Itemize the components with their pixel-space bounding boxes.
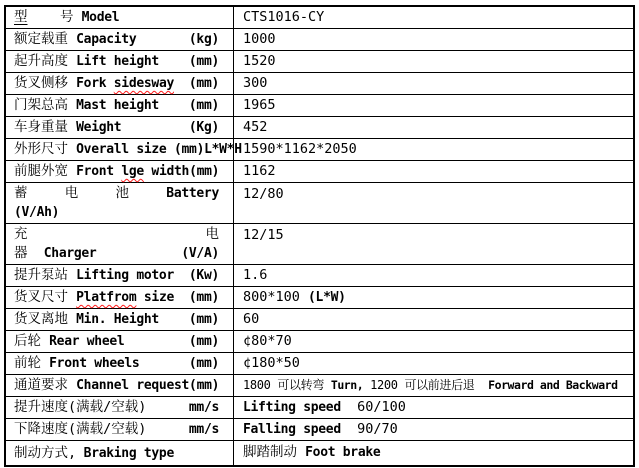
label-segment: 货叉尺寸 (14, 289, 77, 305)
label-segment: Charger (43, 246, 97, 261)
label-segment: 提升速度(满载/空载) (14, 399, 147, 415)
spec-row (6, 418, 633, 440)
label-segment: Weight (76, 120, 122, 135)
value-segment: 1800 可以转弯 (243, 378, 331, 392)
label-segment: (V/Ah) (14, 205, 60, 220)
label-segment: (mm) (189, 164, 220, 179)
label-line (14, 52, 233, 71)
value-segment: 90/70 (340, 421, 398, 437)
spec-label-cell (6, 51, 234, 72)
value-segment: 452 (243, 119, 268, 135)
label-line (14, 354, 233, 373)
value-segment: CTS1016-CY (243, 9, 325, 25)
spec-row (6, 138, 633, 160)
label-segment: (mm) (188, 54, 219, 69)
spec-value-cell (234, 7, 633, 28)
label-segment: mm/s (188, 400, 219, 415)
spec-label-cell (6, 29, 234, 50)
label-segment: 型 (14, 9, 28, 25)
label-segment: sidesway (113, 76, 174, 91)
spec-row (6, 396, 633, 418)
spec-row (6, 116, 633, 138)
spec-row (6, 223, 633, 264)
value-segment: 1000 (243, 31, 276, 47)
label-segment: (Kw) (188, 268, 219, 283)
label-segment: Mast height (76, 98, 159, 113)
spec-value-cell (234, 95, 633, 116)
value-segment: 60/100 (340, 399, 406, 415)
spec-value-cell (234, 139, 633, 160)
value-segment: ¢80*70 (243, 333, 292, 349)
value-segment: Lifting speed (243, 400, 341, 415)
spec-value-cell (234, 51, 633, 72)
label-segment: Min. Height (76, 312, 159, 327)
label-line (14, 74, 233, 93)
value-segment: 1162 (243, 163, 276, 179)
label-segment: 后轮 (14, 333, 50, 349)
label-segment: (mm) (188, 356, 219, 371)
label-segment: 器 (14, 245, 44, 261)
label-segment: 通道要求 (14, 377, 77, 393)
spec-label-cell (6, 287, 234, 308)
label-segment: 电 (64, 185, 79, 201)
value-segment: 1200 可以前进后退 (363, 378, 489, 392)
spec-label-cell (6, 419, 234, 440)
spec-value-cell (234, 375, 633, 396)
spec-label-cell (6, 375, 234, 396)
value-segment: 1965 (243, 97, 276, 113)
label-segment: Capacity (76, 32, 137, 47)
label-line (14, 140, 242, 159)
spec-label-cell (6, 353, 234, 374)
label-segment: Front wheels (49, 356, 140, 371)
label-line (14, 225, 233, 244)
label-line (14, 266, 233, 285)
value-segment: Turn, (330, 378, 364, 392)
label-segment: Rear wheel (49, 334, 125, 349)
label-segment: width (143, 164, 190, 179)
spec-value-cell (234, 419, 633, 440)
label-segment: Lift height (76, 54, 159, 69)
spec-label-cell (6, 161, 234, 182)
spec-row (6, 374, 633, 396)
value-segment: 12/80 (243, 186, 284, 202)
label-segment: 前轮 (14, 355, 50, 371)
label-segment: 电 (205, 226, 219, 242)
value-segment: 脚踏制动 (243, 444, 306, 460)
spec-row (6, 264, 633, 286)
label-segment: (Kg) (188, 120, 219, 135)
label-line (14, 203, 233, 222)
label-segment: Braking type (76, 445, 174, 461)
label-segment: 下降速度(满载/空载) (14, 421, 147, 437)
label-segment: 货叉侧移 (14, 75, 77, 91)
label-segment: 门架总高 (14, 97, 77, 113)
value-segment: ¢180*50 (243, 355, 300, 371)
spec-row (6, 308, 633, 330)
spec-label-cell (6, 224, 234, 264)
spec-value-cell (234, 309, 633, 330)
label-segment: Channel request (76, 378, 190, 393)
label-segment: (kg) (188, 32, 219, 47)
label-segment: (mm) (189, 378, 220, 393)
value-segment: 1.6 (243, 267, 268, 283)
spec-label-cell (6, 117, 234, 138)
label-line (14, 310, 233, 329)
label-segment: (V/A) (181, 246, 219, 261)
label-segment: 提升泵站 (14, 267, 77, 283)
label-line (14, 96, 233, 115)
label-line (14, 288, 233, 307)
label-line (14, 376, 233, 395)
spec-value-cell (234, 265, 633, 286)
label-segment: mm/s (188, 422, 219, 437)
spec-label-cell (6, 95, 234, 116)
spec-row (6, 286, 633, 308)
spec-value-cell (234, 441, 633, 465)
spec-value-cell (234, 73, 633, 94)
label-segment: lge (121, 164, 144, 179)
value-segment: 800*100 (243, 289, 309, 305)
spec-value-cell (234, 287, 633, 308)
spec-label-cell (6, 397, 234, 418)
spec-row (6, 160, 633, 182)
label-segment: (mm) (188, 290, 219, 305)
label-line (14, 398, 233, 417)
label-segment: 起升高度 (14, 53, 77, 69)
spec-value-cell (234, 397, 633, 418)
spec-label-cell (6, 309, 234, 330)
value-segment: 1590*1162*2050 (243, 141, 357, 157)
spec-row (6, 72, 633, 94)
value-segment: (L*W) (308, 290, 346, 305)
label-segment: 车身重量 (14, 119, 77, 135)
label-segment: 额定载重 (14, 31, 77, 47)
label-segment: (mm) (188, 76, 219, 91)
value-segment: 1520 (243, 53, 276, 69)
spec-row (6, 94, 633, 116)
label-segment: 号 (27, 9, 82, 25)
spec-row (6, 7, 633, 28)
label-segment: Lifting motor (76, 268, 174, 283)
label-segment: size (136, 290, 174, 305)
spec-label-cell (6, 183, 234, 223)
label-segment: Model (81, 10, 120, 25)
spec-value-cell (234, 183, 633, 223)
spec-row (6, 440, 633, 465)
label-line (14, 420, 233, 439)
value-segment: Foot brake (305, 445, 381, 460)
value-segment: Forward and Backward (488, 378, 618, 392)
spec-row (6, 352, 633, 374)
spec-table (4, 5, 635, 467)
label-line (14, 444, 233, 463)
spec-label-cell (6, 265, 234, 286)
spec-label-cell (6, 7, 234, 28)
spec-value-cell (234, 224, 633, 264)
spec-value-cell (234, 117, 633, 138)
label-segment: 制动方式, (14, 444, 77, 461)
label-segment: Front (76, 164, 122, 179)
spec-row (6, 50, 633, 72)
spec-value-cell (234, 331, 633, 352)
label-segment: (mm) (188, 312, 219, 327)
label-segment: 外形尺寸 (14, 141, 77, 157)
spec-value-cell (234, 29, 633, 50)
spec-label-cell (6, 441, 234, 465)
label-line (14, 8, 233, 27)
label-segment: 货叉离地 (14, 311, 77, 327)
label-segment: Platfrom (76, 290, 137, 305)
label-line (14, 244, 233, 263)
value-segment: 60 (243, 311, 260, 327)
label-segment: Fork (76, 76, 114, 91)
label-line (14, 184, 233, 203)
label-segment: 池 (115, 185, 130, 201)
spec-label-cell (6, 139, 242, 160)
spec-label-cell (6, 331, 234, 352)
label-segment: 充 (14, 226, 28, 242)
value-segment: 300 (243, 75, 268, 91)
label-segment: (mm) (188, 334, 219, 349)
value-segment: 12/15 (243, 227, 284, 243)
spec-value-cell (234, 161, 633, 182)
spec-value-cell (234, 353, 633, 374)
spec-row (6, 182, 633, 223)
label-segment: Overall size (mm)L*W*H (76, 142, 242, 157)
label-segment: Battery (166, 186, 219, 201)
label-line (14, 118, 233, 137)
spec-label-cell (6, 73, 234, 94)
spec-row (6, 28, 633, 50)
label-line (14, 332, 233, 351)
spec-row (6, 330, 633, 352)
label-segment: 前腿外宽 (14, 163, 77, 179)
value-segment: Falling speed (243, 422, 341, 437)
label-line (14, 162, 233, 181)
label-segment: 蓄 (14, 185, 28, 201)
label-segment: (mm) (188, 98, 219, 113)
label-line (14, 30, 233, 49)
